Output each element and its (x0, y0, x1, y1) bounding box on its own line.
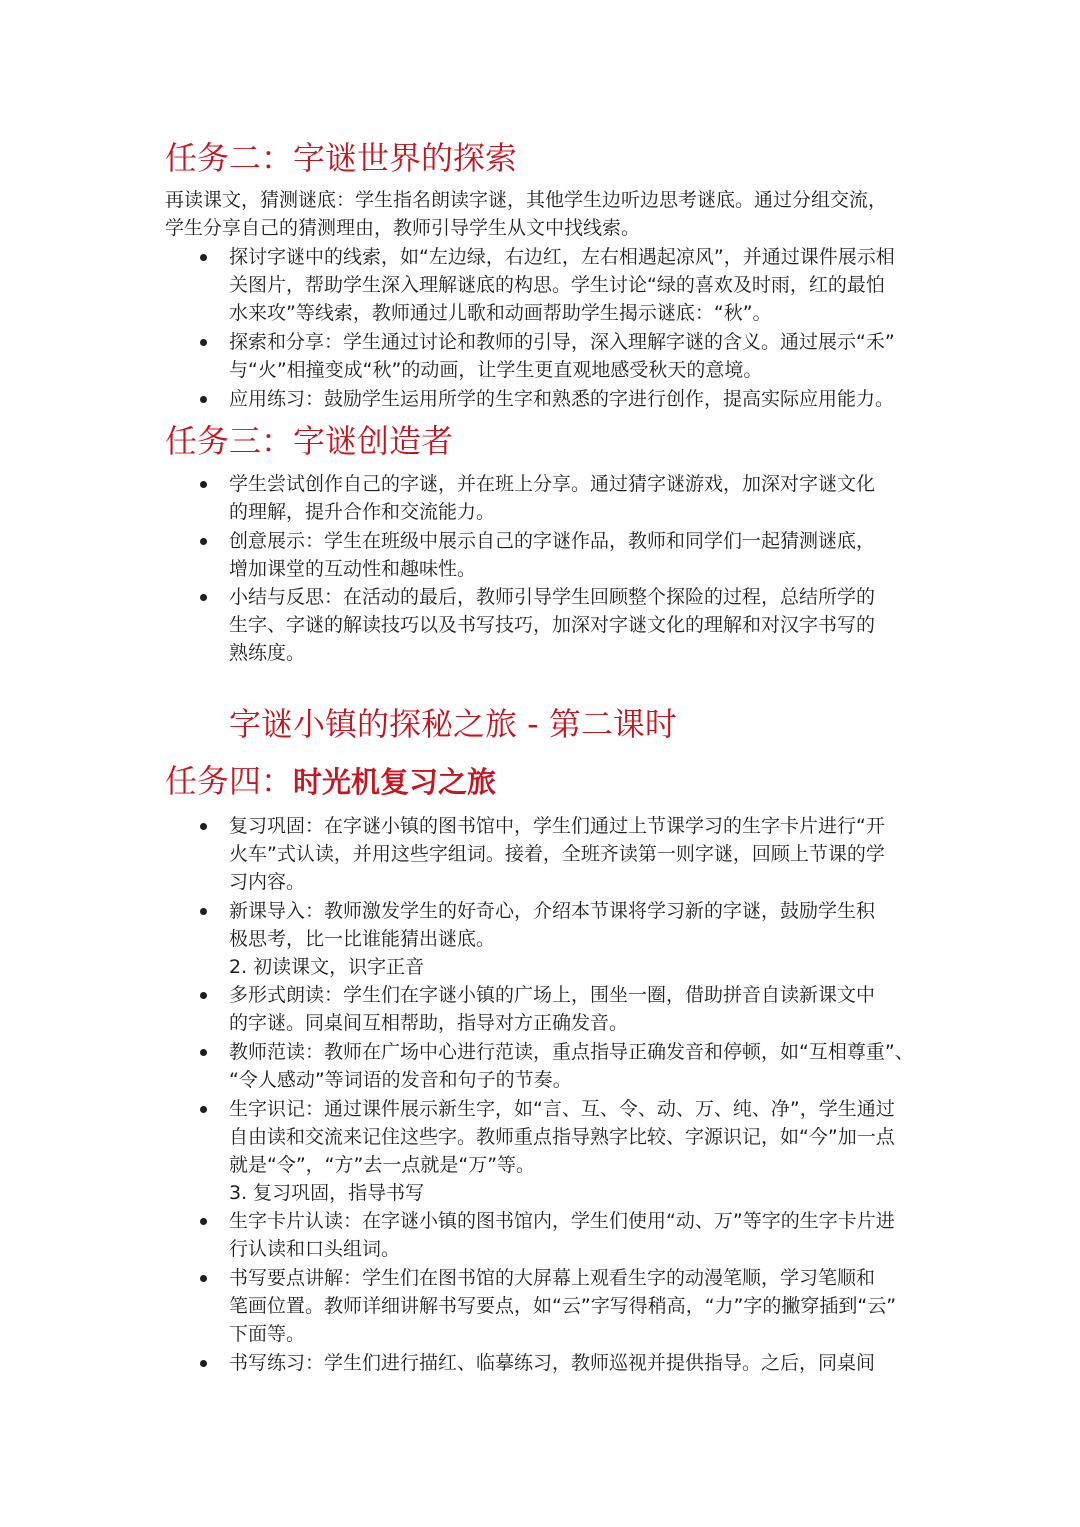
bullet-icon (200, 396, 207, 403)
list-item-line: 探讨字谜中的线索，如“左边绿，右边红，左右相遇起凉风”，并通过课件展示相 (229, 246, 895, 268)
task3-heading: 任务三：字谜创造者 (165, 422, 454, 460)
bullet-icon (200, 908, 207, 915)
bullet-icon (200, 481, 207, 488)
list-item-line: 探索和分享：学生通过讨论和教师的引导，深入理解字谜的含义。通过展示“禾” (229, 331, 895, 353)
list-item-line: 与“火”相撞变成“秋”的动画，让学生更直观地感受秋天的意境。 (229, 359, 763, 381)
bullet-icon (200, 992, 207, 999)
list-item (229, 328, 929, 384)
list-item-line: 火车”式认读，并用这些字组词。接着，全班齐读第一则字谜，回顾上节课的学 (229, 843, 885, 865)
list-item (229, 897, 929, 953)
list-item-line: 就是“令”，“方”去一点就是“万”等。 (229, 1154, 536, 1176)
bullet-icon (200, 823, 207, 830)
list-item (229, 812, 929, 896)
list-item (229, 1038, 929, 1094)
bullet-icon (200, 1106, 207, 1113)
task4-heading-bold: 时光机复习之旅 (293, 765, 497, 799)
task4-heading (165, 761, 496, 802)
bullet-icon (200, 594, 207, 601)
bullet-icon (200, 254, 207, 261)
list-item (229, 470, 929, 526)
list-item-line: 熟练度。 (229, 642, 306, 664)
bullet-icon (200, 1360, 207, 1367)
bullet-icon (200, 538, 207, 545)
list-item-line: 水来攻”等线索，教师通过儿歌和动画帮助学生揭示谜底：“秋”。 (229, 302, 772, 324)
bullet-icon (200, 339, 207, 346)
list-item (229, 583, 929, 667)
bullet-icon (200, 1049, 207, 1056)
section-subheading: 2. 初读课文，识字正音 (229, 956, 425, 978)
list-item-line: 自由读和交流来记住这些字。教师重点指导熟字比较、字源识记，如“今”加一点 (229, 1126, 895, 1148)
bullet-icon (200, 1218, 207, 1225)
list-item-line: 小结与反思：在活动的最后，教师引导学生回顾整个探险的过程，总结所学的 (229, 586, 876, 608)
list-item-line: 复习巩固：在字谜小镇的图书馆中，学生们通过上节课学习的生字卡片进行“开 (229, 815, 885, 837)
list-item-line: “令人感动”等词语的发音和句子的节奏。 (229, 1069, 572, 1091)
list-item-line: 生字识记：通过课件展示新生字，如“言、互、令、动、万、纯、净”，学生通过 (229, 1098, 895, 1120)
list-item-line: 增加课堂的互动性和趣味性。 (229, 558, 477, 580)
list-item-line: 新课导入：教师激发学生的好奇心，介绍本节课将学习新的字谜，鼓励学生积 (229, 900, 876, 922)
list-item-line: 学生尝试创作自己的字谜，并在班上分享。通过猜字谜游戏，加深对字谜文化 (229, 473, 876, 495)
list-item-line: 书写练习：学生们进行描红、临摹练习，教师巡视并提供指导。之后，同桌间 (229, 1352, 876, 1374)
list-item (229, 1349, 929, 1377)
list-item-line: 教师范读：教师在广场中心进行范读，重点指导正确发音和停顿，如“互相尊重”、 (229, 1041, 914, 1063)
list-item-line: 极思考，比一比谁能猜出谜底。 (229, 928, 496, 950)
list-item (229, 385, 929, 413)
bullet-icon (200, 1275, 207, 1282)
list-item (229, 1095, 929, 1179)
list-item (229, 1207, 929, 1263)
list-item (229, 1264, 929, 1348)
lesson2-title: 字谜小镇的探秘之旅 - 第二课时 (229, 705, 677, 743)
list-item-line: 书写要点讲解：学生们在图书馆的大屏幕上观看生字的动漫笔顺，学习笔顺和 (229, 1267, 876, 1289)
list-item-line: 多形式朗读：学生们在字谜小镇的广场上，围坐一圈，借助拼音自读新课文中 (229, 984, 876, 1006)
list-item-line: 创意展示：学生在班级中展示自己的字谜作品，教师和同学们一起猜测谜底， (229, 530, 876, 552)
list-item-line: 的字谜。同桌间互相帮助，指导对方正确发音。 (229, 1012, 629, 1034)
list-item (229, 243, 929, 327)
list-item-line: 生字卡片认读：在字谜小镇的图书馆内，学生们使用“动、万”等字的生字卡片进 (229, 1210, 895, 1232)
list-item-line: 应用练习：鼓励学生运用所学的生字和熟悉的字进行创作，提高实际应用能力。 (229, 388, 895, 410)
list-item-line: 生字、字谜的解读技巧以及书写技巧，加深对字谜文化的理解和对汉字书写的 (229, 614, 876, 636)
section-subheading: 3. 复习巩固，指导书写 (229, 1182, 425, 1204)
list-item-line: 笔画位置。教师详细讲解书写要点，如“云”字写得稍高，“力”字的撇穿插到“云” (229, 1295, 897, 1317)
list-item-line: 习内容。 (229, 871, 306, 893)
task2-intro-line-2: 学生分享自己的猜测理由，教师引导学生从文中找线索。 (165, 217, 641, 239)
list-item-line: 下面等。 (229, 1323, 306, 1345)
list-item-line: 行认读和口头组词。 (229, 1238, 401, 1260)
list-item-line: 关图片，帮助学生深入理解谜底的构思。学生讨论“绿的喜欢及时雨，红的最怕 (229, 274, 885, 296)
list-item (229, 981, 929, 1037)
task4-heading-prefix: 任务四： (165, 762, 294, 800)
task2-heading: 任务二：字谜世界的探索 (165, 139, 518, 177)
list-item-line: 的理解，提升合作和交流能力。 (229, 501, 496, 523)
task2-intro-line-1: 再读课文，猜测谜底：学生指名朗读字谜，其他学生边听边思考谜底。通过分组交流， (165, 189, 888, 211)
list-item (229, 527, 929, 583)
